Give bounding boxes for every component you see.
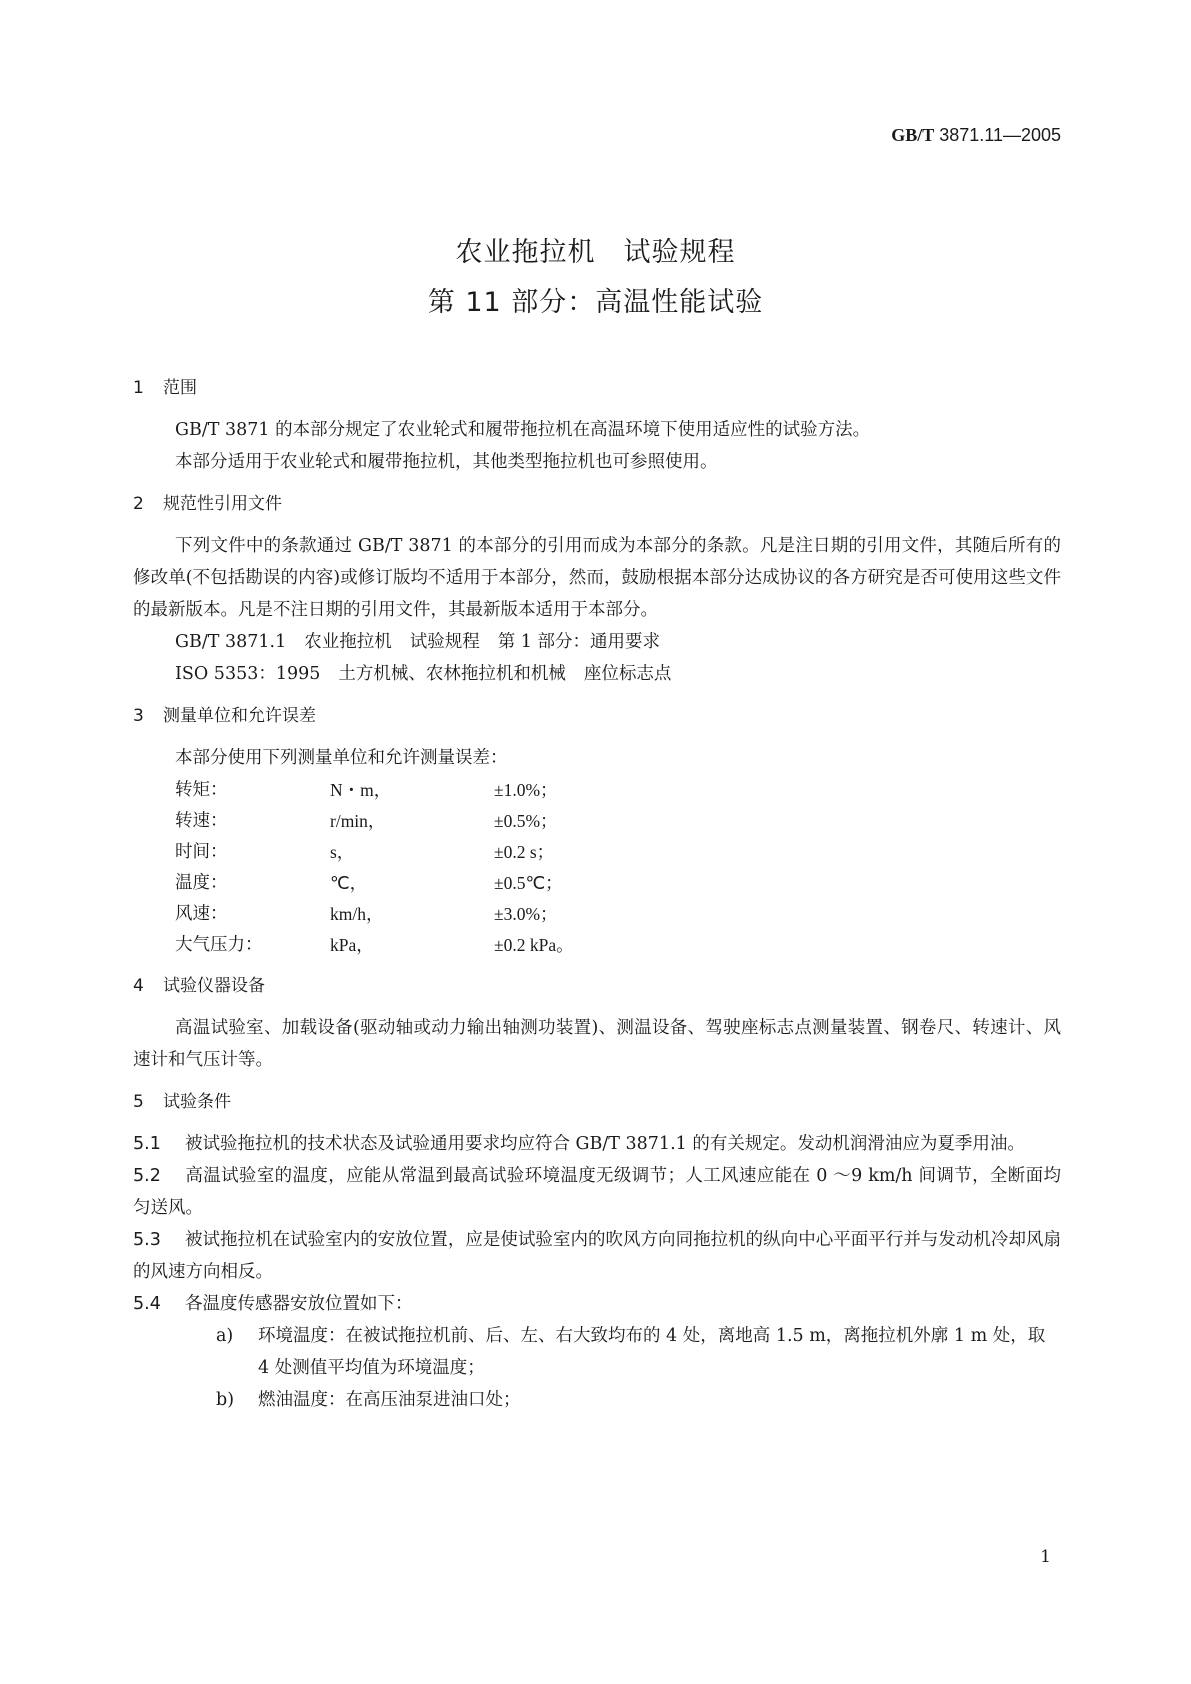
- reference-item: [133, 626, 1061, 658]
- unit-symbol: ℃，: [330, 872, 368, 893]
- clause-text: 被试验拖拉机的技术状态及试验通用要求均应符合 GB/T 3871.1 的有关规定。发动机润滑油应为夏季用油。: [185, 1134, 1025, 1154]
- unit-quantity: 风速：: [175, 903, 228, 924]
- standard-code: 3871.11—2005: [939, 125, 1061, 145]
- clause-number: 5.2: [133, 1166, 161, 1186]
- section-heading-test-conditions: [133, 1086, 1061, 1118]
- clause-number: 5.4: [133, 1294, 161, 1314]
- unit-symbol: km/h，: [330, 903, 384, 924]
- page-number: 1: [1040, 1547, 1051, 1567]
- section-title: 试验条件: [163, 1092, 231, 1112]
- paragraph: 高温试验室、加载设备(驱动轴或动力输出轴测功装置)、测温设备、驾驶座标志点测量装置、钢卷尺、转速计、风速计和气压计等。: [133, 1018, 1061, 1070]
- section-title: 试验仪器设备: [163, 976, 265, 996]
- clause: [133, 1160, 1061, 1224]
- reference-part: 农业拖拉机: [304, 632, 392, 652]
- unit-quantity: 大气压力：: [175, 934, 263, 955]
- unit-row: [175, 805, 1061, 836]
- unit-tolerance: ±0.5%；: [494, 810, 558, 831]
- reference-code: GB/T 3871.1: [175, 632, 287, 652]
- unit-quantity: 转矩：: [175, 779, 228, 800]
- reference-item: [133, 658, 1061, 690]
- list-item-text: 环境温度：在被试拖拉机前、后、左、右大致均布的 4 处，离地高 1.5 m，离拖拉机外廓 1 m 处，取 4 处测值平均值为环境温度；: [258, 1326, 1046, 1378]
- document-body: [133, 372, 1061, 1416]
- unit-tolerance: ±3.0%；: [494, 903, 558, 924]
- clause: [133, 1288, 1061, 1320]
- clause-text: 各温度传感器安放位置如下：: [185, 1294, 413, 1314]
- list-item: [175, 1320, 1061, 1384]
- clause: [133, 1224, 1061, 1288]
- section-title: 测量单位和允许误差: [163, 706, 316, 726]
- unit-symbol: N・m，: [330, 779, 392, 800]
- unit-tolerance: ±0.2 s；: [494, 841, 555, 862]
- paragraph: 本部分适用于农业轮式和履带拖拉机，其他类型拖拉机也可参照使用。: [175, 452, 718, 472]
- clause-number: 5.3: [133, 1230, 161, 1250]
- reference-part: 第 1 部分：通用要求: [497, 632, 660, 652]
- clause: [133, 1128, 1061, 1160]
- section-heading-normative-references: [133, 488, 1061, 520]
- section-heading-scope: [133, 372, 1061, 404]
- clause-number: 5.1: [133, 1134, 161, 1154]
- section-number: 2: [133, 494, 144, 514]
- unit-tolerance: ±0.5℃；: [494, 872, 563, 893]
- section-number: 3: [133, 706, 144, 726]
- unit-quantity: 温度：: [175, 872, 228, 893]
- clause-text: 高温试验室的温度，应能从常温到最高试验环境温度无级调节；人工风速应能在 0 ～9 km/h 间调节，全断面均匀送风。: [133, 1166, 1061, 1218]
- unit-symbol: kPa，: [330, 934, 374, 955]
- paragraph: GB/T 3871 的本部分规定了农业轮式和履带拖拉机在高温环境下使用适应性的试验方法。: [175, 420, 871, 440]
- unit-quantity: 时间：: [175, 841, 228, 862]
- unit-symbol: r/min，: [330, 810, 386, 831]
- list-item: [175, 1384, 1061, 1416]
- reference-part: 座位标志点: [583, 664, 672, 684]
- section-number: 5: [133, 1092, 144, 1112]
- list-item-text: 燃油温度：在高压油泵进油口处；: [258, 1390, 521, 1410]
- unit-row: [175, 898, 1061, 929]
- unit-symbol: s，: [330, 841, 355, 862]
- section-title: 规范性引用文件: [163, 494, 282, 514]
- standard-prefix: GB/T: [891, 125, 935, 145]
- clause-text: 被试拖拉机在试验室内的安放位置，应是使试验室内的吹风方向同拖拉机的纵向中心平面平行并与发动机冷却风扇的风速方向相反。: [133, 1230, 1061, 1282]
- list-item-label: b): [216, 1390, 235, 1410]
- unit-tolerance: ±1.0%；: [494, 779, 558, 800]
- paragraph: 下列文件中的条款通过 GB/T 3871 的本部分的引用而成为本部分的条款。凡是注日期的引用文件，其随后所有的修改单(不包括勘误的内容)或修订版均不适用于本部分，然而，鼓励根据本部分达成协议的各方研究是否可使用这些文件的最新版本。凡是不注日期的引用文件，其最新版本适用于本部分。: [133, 536, 1061, 620]
- units-table: [133, 774, 1061, 960]
- unit-row: [175, 836, 1061, 867]
- section-heading-instruments: [133, 970, 1061, 1002]
- unit-row: [175, 867, 1061, 898]
- section-number: 4: [133, 976, 144, 996]
- reference-code: ISO 5353：1995: [175, 664, 321, 684]
- list-item-label: a): [216, 1326, 234, 1346]
- document-subtitle: 第 11 部分：高温性能试验: [427, 287, 764, 318]
- paragraph: 本部分使用下列测量单位和允许测量误差：: [175, 748, 508, 768]
- section-number: 1: [133, 378, 144, 398]
- standard-number: [891, 125, 1061, 146]
- unit-tolerance: ±0.2 kPa。: [494, 934, 574, 955]
- document-title: 农业拖拉机 试验规程: [455, 237, 736, 268]
- reference-part: 土方机械、农林拖拉机和机械: [338, 664, 566, 684]
- reference-part: 试验规程: [409, 632, 480, 652]
- section-title: 范围: [163, 378, 197, 398]
- unit-row: [175, 774, 1061, 805]
- unit-row: [175, 929, 1061, 960]
- section-heading-units: [133, 700, 1061, 732]
- unit-quantity: 转速：: [175, 810, 228, 831]
